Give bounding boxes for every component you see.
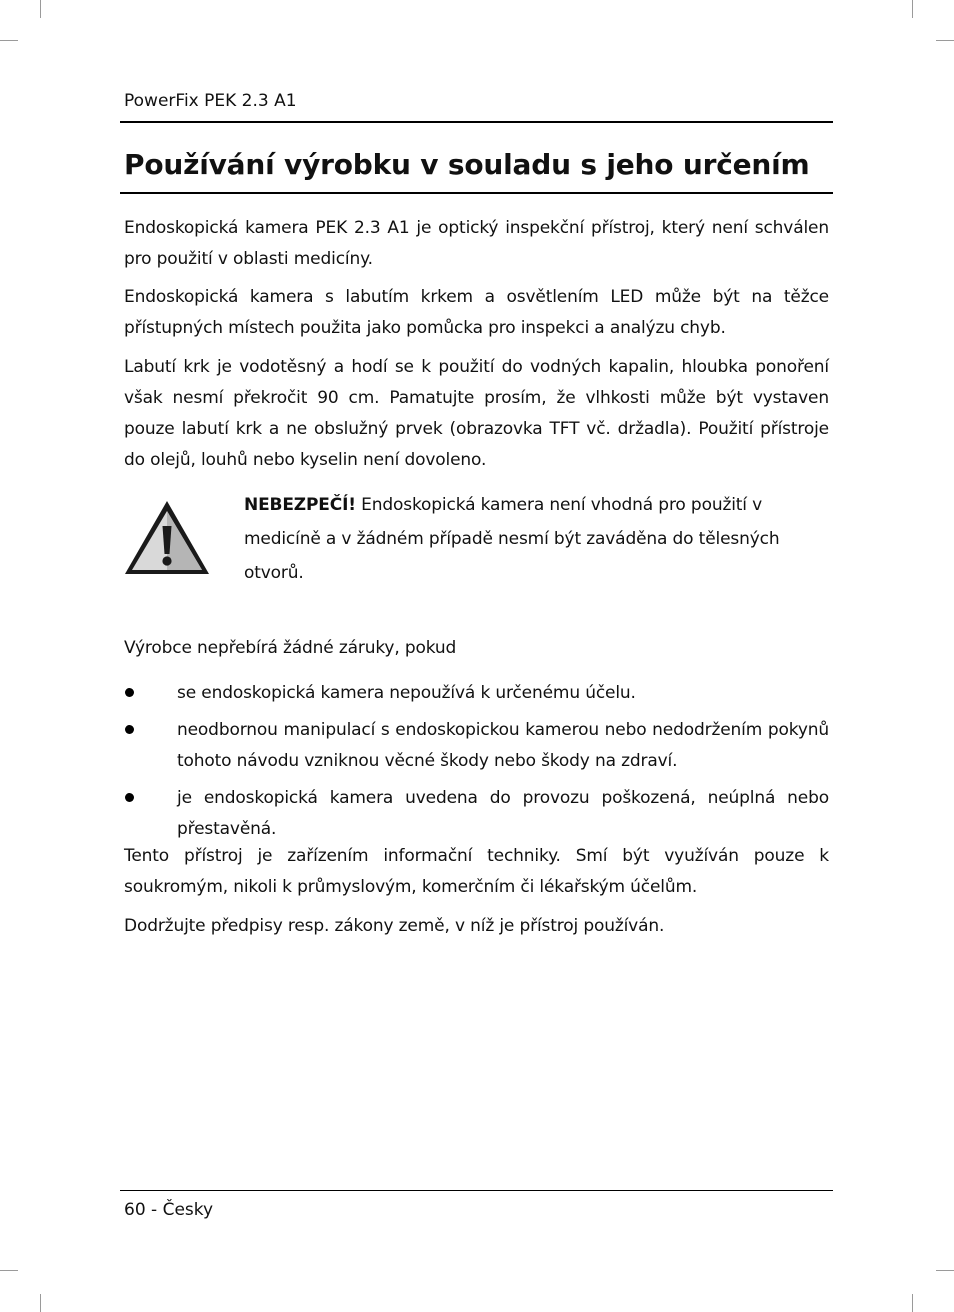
- paragraph-intro: Endoskopická kamera PEK 2.3 A1 je optický inspekční přístroj, který není schválen pro použití v oblasti medicíny.: [124, 218, 829, 269]
- crop-mark: [912, 1294, 913, 1312]
- bullet-icon: [125, 688, 134, 697]
- list-item: [124, 715, 829, 777]
- crop-mark: [936, 1270, 954, 1271]
- crop-mark: [0, 40, 18, 41]
- warning-body: Endoskopická kamera není vhodná pro použití v medicíně a v žádném případě nesmí být zaváděna do tělesných otvorů.: [244, 495, 780, 583]
- warning-triangle-icon: [123, 499, 211, 576]
- paragraph-usage: Tento přístroj je zařízením informační techniky. Smí být využíván pouze k soukromým, nikoli k průmyslovým, komerčním či lékařským účelům.: [124, 846, 829, 897]
- list-item-text: se endoskopická kamera nepoužívá k určenému účelu.: [177, 683, 636, 703]
- crop-mark: [936, 40, 954, 41]
- paragraph-regulations: Dodržujte předpisy resp. zákony země, v níž je přístroj používán.: [124, 916, 665, 936]
- crop-mark: [40, 1294, 41, 1312]
- warning-label: NEBEZPEČÍ!: [244, 495, 356, 515]
- footer-rule: [120, 1190, 833, 1191]
- list-item: [124, 678, 829, 709]
- paragraph-waterproof: Labutí krk je vodotěsný a hodí se k použití do vodných kapalin, hloubka ponoření však nesmí překročit 90 cm. Pamatujte prosím, že vlhkosti může být vystaven pouze labutí krk a ne obslužný prvek (obrazovka TFT vč. držadla). Použití přístroje do olejů, louhů nebo kyselin není dovoleno.: [124, 357, 829, 470]
- title-rule: [120, 192, 833, 194]
- list-item-text: je endoskopická kamera uvedena do provozu poškozená, neúplná nebo přestavěná.: [177, 788, 829, 839]
- paragraph-gooseneck: Endoskopická kamera s labutím krkem a osvětlením LED může být na těžce přístupných místech použita jako pomůcka pro inspekci a analýzu chyb.: [124, 287, 829, 338]
- warranty-intro: Výrobce nepřebírá žádné záruky, pokud: [124, 638, 457, 658]
- page-number: 60 - Česky: [124, 1200, 214, 1220]
- section-title: Používání výrobku v souladu s jeho určením: [124, 148, 810, 181]
- warning-text: [244, 488, 829, 590]
- header-rule: [120, 121, 833, 123]
- list-item-text: neodbornou manipulací s endoskopickou kamerou nebo nedodržením pokynů tohoto návodu vzniknou věcné škody nebo škody na zdraví.: [177, 720, 829, 771]
- crop-mark: [0, 1270, 18, 1271]
- crop-mark: [40, 0, 41, 18]
- running-header: PowerFix PEK 2.3 A1: [124, 91, 297, 111]
- warranty-bullet-list: [124, 678, 829, 851]
- list-item: [124, 783, 829, 845]
- crop-mark: [912, 0, 913, 18]
- bullet-icon: [125, 725, 134, 734]
- bullet-icon: [125, 793, 134, 802]
